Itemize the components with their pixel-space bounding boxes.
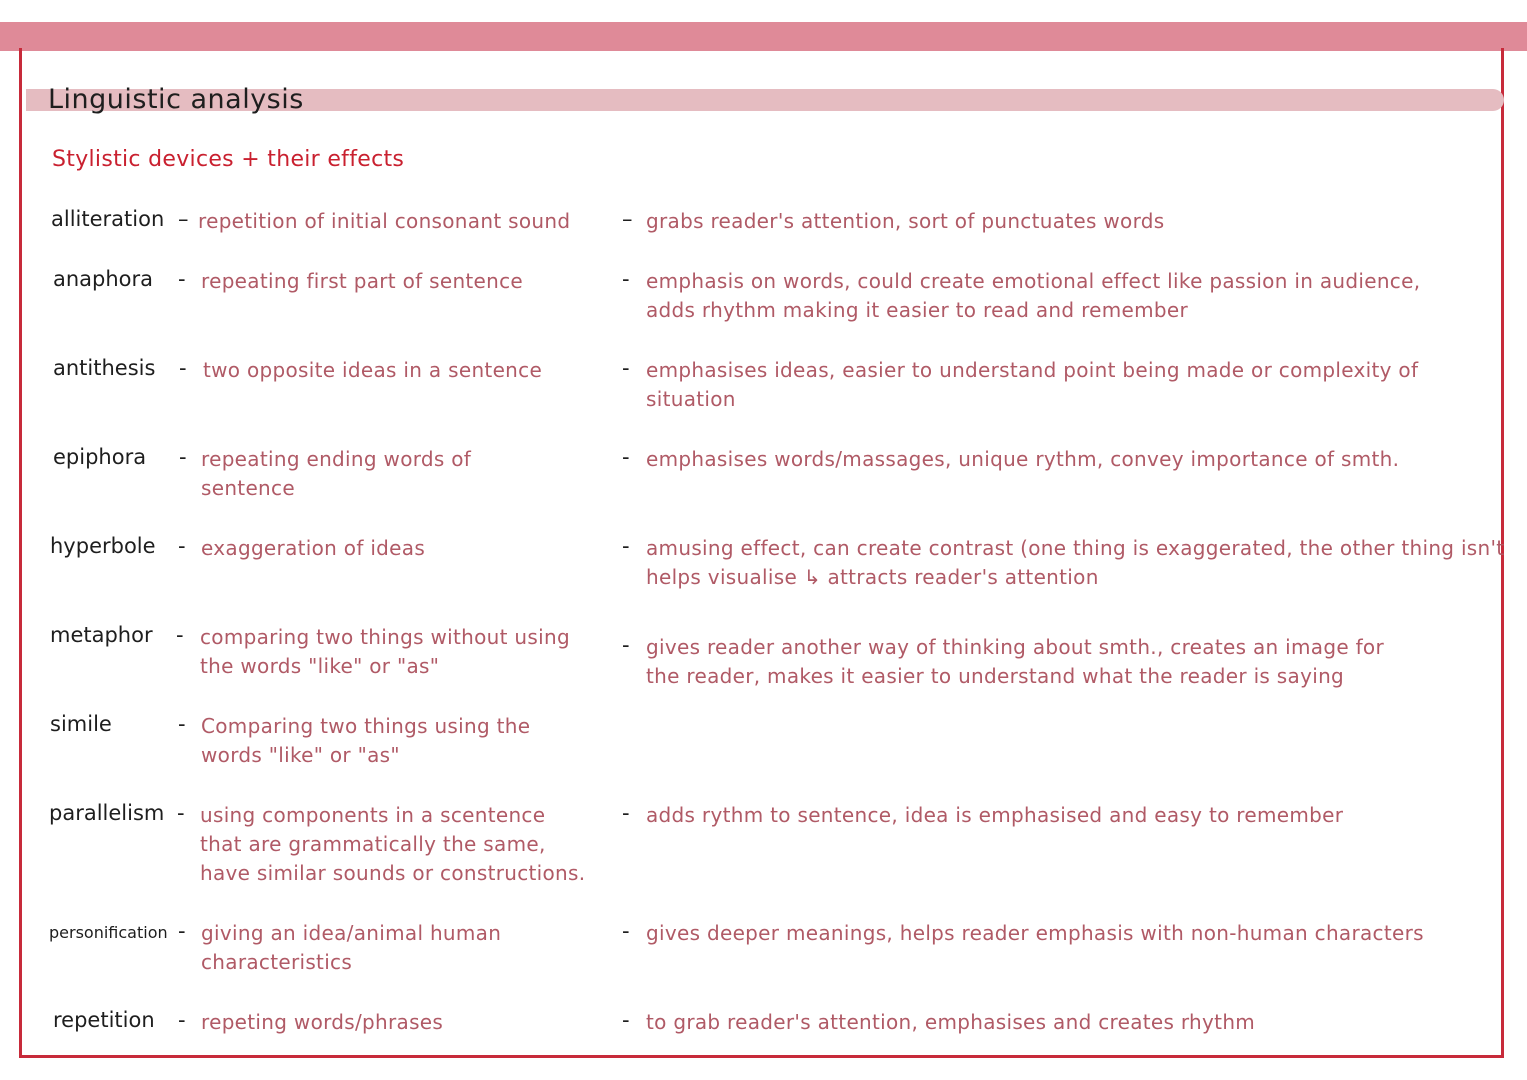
device-term: antithesis xyxy=(53,356,156,380)
device-effect: to grab reader's attention, emphasises and creates rhythm xyxy=(646,1010,1256,1034)
device-term: hyperbole xyxy=(50,534,156,558)
effect-dash: - xyxy=(622,801,630,825)
device-definition: repeating ending words of sentence xyxy=(201,447,472,500)
device-term: alliteration xyxy=(51,207,165,231)
effect-dash: – xyxy=(622,207,633,231)
term-dash: - xyxy=(176,623,184,647)
effect-dash: - xyxy=(622,633,630,657)
device-term: personification xyxy=(49,923,168,942)
device-definition: giving an idea/animal human characteristics xyxy=(201,921,502,974)
term-dash: - xyxy=(178,534,186,558)
section-subtitle: Stylistic devices + their effects xyxy=(52,147,405,172)
effect-dash: - xyxy=(622,534,630,558)
term-dash: - xyxy=(178,267,186,291)
device-term: metaphor xyxy=(50,623,153,647)
term-dash: - xyxy=(177,801,185,825)
device-effect: amusing effect, can create contrast (one thing is exaggerated, the other thing isn't helps visualise ↳ attracts reader's attention xyxy=(646,536,1505,589)
device-definition: repetition of initial consonant sound xyxy=(198,209,571,233)
effect-dash: - xyxy=(622,919,630,943)
term-dash: - xyxy=(179,445,187,469)
device-effect: emphasis on words, could create emotional effect like passion in audience, adds rhythm making it easier to read and remember xyxy=(646,269,1421,322)
page-title: Linguistic analysis xyxy=(48,84,304,115)
device-definition: two opposite ideas in a sentence xyxy=(203,358,543,382)
device-effect: gives deeper meanings, helps reader emphasis with non-human characters xyxy=(646,921,1424,945)
device-term: repetition xyxy=(53,1008,155,1032)
device-effect: emphasises words/massages, unique rythm, convey importance of smth. xyxy=(646,447,1400,471)
device-definition: comparing two things without using the words "like" or "as" xyxy=(200,625,570,678)
device-definition: repeting words/phrases xyxy=(201,1010,444,1034)
device-definition: exaggeration of ideas xyxy=(201,536,426,560)
term-dash: - xyxy=(178,712,186,736)
device-effect: emphasises ideas, easier to understand point being made or complexity of situation xyxy=(646,358,1419,411)
term-dash: - xyxy=(178,919,186,943)
device-effect: grabs reader's attention, sort of punctuates words xyxy=(646,209,1165,233)
device-term: anaphora xyxy=(53,267,154,291)
device-definition: repeating first part of sentence xyxy=(201,269,524,293)
term-dash: - xyxy=(179,356,187,380)
effect-dash: - xyxy=(622,445,630,469)
term-dash: - xyxy=(178,1008,186,1032)
term-dash: – xyxy=(178,207,189,231)
effect-dash: - xyxy=(622,356,630,380)
device-definition: using components in a scentence that are grammatically the same, have similar sounds or constructions. xyxy=(200,803,586,885)
device-term: simile xyxy=(50,712,112,736)
header-band xyxy=(0,22,1527,51)
device-effect: gives reader another way of thinking about smth., creates an image for the reader, makes it easier to understand what the reader is saying xyxy=(646,635,1384,688)
device-term: parallelism xyxy=(49,801,165,825)
device-effect: adds rythm to sentence, idea is emphasised and easy to remember xyxy=(646,803,1344,827)
effect-dash: - xyxy=(622,1008,630,1032)
device-term: epiphora xyxy=(53,445,147,469)
effect-dash: - xyxy=(622,267,630,291)
device-definition: Comparing two things using the words "like" or "as" xyxy=(201,714,531,767)
